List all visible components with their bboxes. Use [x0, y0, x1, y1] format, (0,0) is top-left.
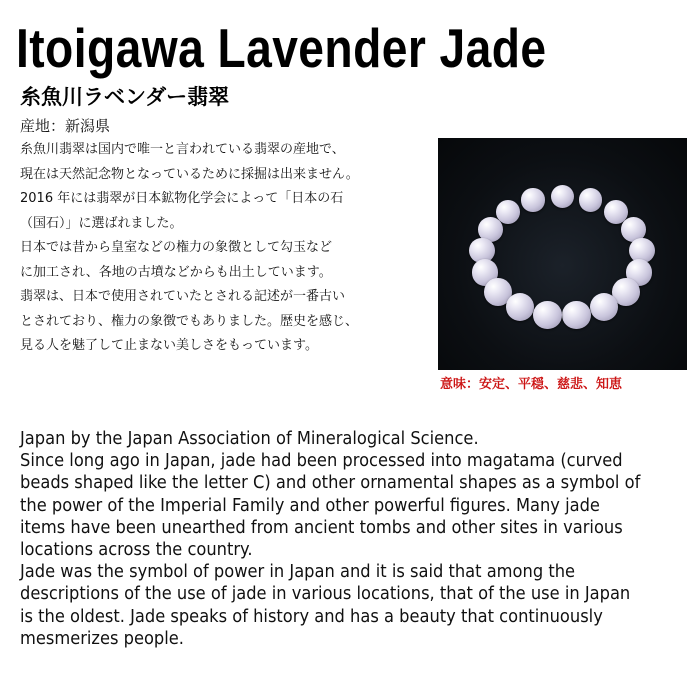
en-line: is the oldest. Jade speaks of history and has a beauty that continuously [20, 606, 603, 627]
en-line: items have been unearthed from ancient tombs and other sites in various [20, 517, 623, 538]
jade-bead [579, 188, 602, 211]
jade-bead [551, 185, 574, 208]
en-line: the power of the Imperial Family and other powerful figures. Many jade [20, 495, 600, 516]
jp-line: 糸魚川翡翠は国内で唯一と言われている翡翠の産地で、 [20, 142, 345, 157]
en-line: mesmerizes people. [20, 628, 184, 649]
en-line: locations across the country. [20, 540, 253, 561]
jp-line: 2016 年には翡翠が日本鉱物化学会によって「日本の石 [20, 191, 344, 206]
bracelet-photo [438, 138, 687, 370]
meaning-label: 意味：安定、平穏、慈悲、知恵 [440, 377, 623, 392]
jp-line: に加工され、各地の古墳などからも出土しています。 [20, 264, 332, 280]
en-line: descriptions of the use of jade in various locations, that of the use in Japan [20, 584, 631, 605]
japanese-subtitle: 糸魚川ラベンダー翡翠 [20, 85, 230, 109]
jp-line: とされており、権力の象徴でもありました。歴史を感じ、 [20, 313, 359, 329]
jade-bead [533, 301, 562, 330]
jp-line: （国石）」に選ばれました。 [20, 215, 183, 231]
en-line: Since long ago in Japan, jade had been processed into magatama (curved [20, 451, 623, 472]
jp-line: 翡翠は、日本で使用されていたとされる記述が一番古い [20, 289, 346, 304]
jade-bead [562, 301, 591, 330]
jp-line: 日本では昔から皇室などの権力の象徴として勾玉など [20, 240, 333, 255]
en-line: beads shaped like the letter C) and other ornamental shapes as a symbol of [20, 473, 641, 494]
jp-line: 現在は天然記念物となっているために採掘は出来ません。 [20, 166, 359, 182]
en-line: Jade was the symbol of power in Japan and it is said that among the [20, 562, 576, 583]
jade-bead [590, 293, 619, 322]
japanese-description [20, 138, 420, 359]
jade-bead [521, 188, 544, 211]
jade-bead [496, 200, 520, 224]
jp-line: 見る人を魅了して止まない美しさをもっています。 [20, 338, 318, 353]
origin-label: 産地：新潟県 [20, 117, 111, 135]
en-line: Japan by the Japan Association of Mineralogical Science. [20, 429, 479, 449]
english-description [20, 428, 700, 650]
jade-bead [506, 293, 535, 322]
page-title: Itoigawa Lavender Jade [16, 17, 547, 79]
